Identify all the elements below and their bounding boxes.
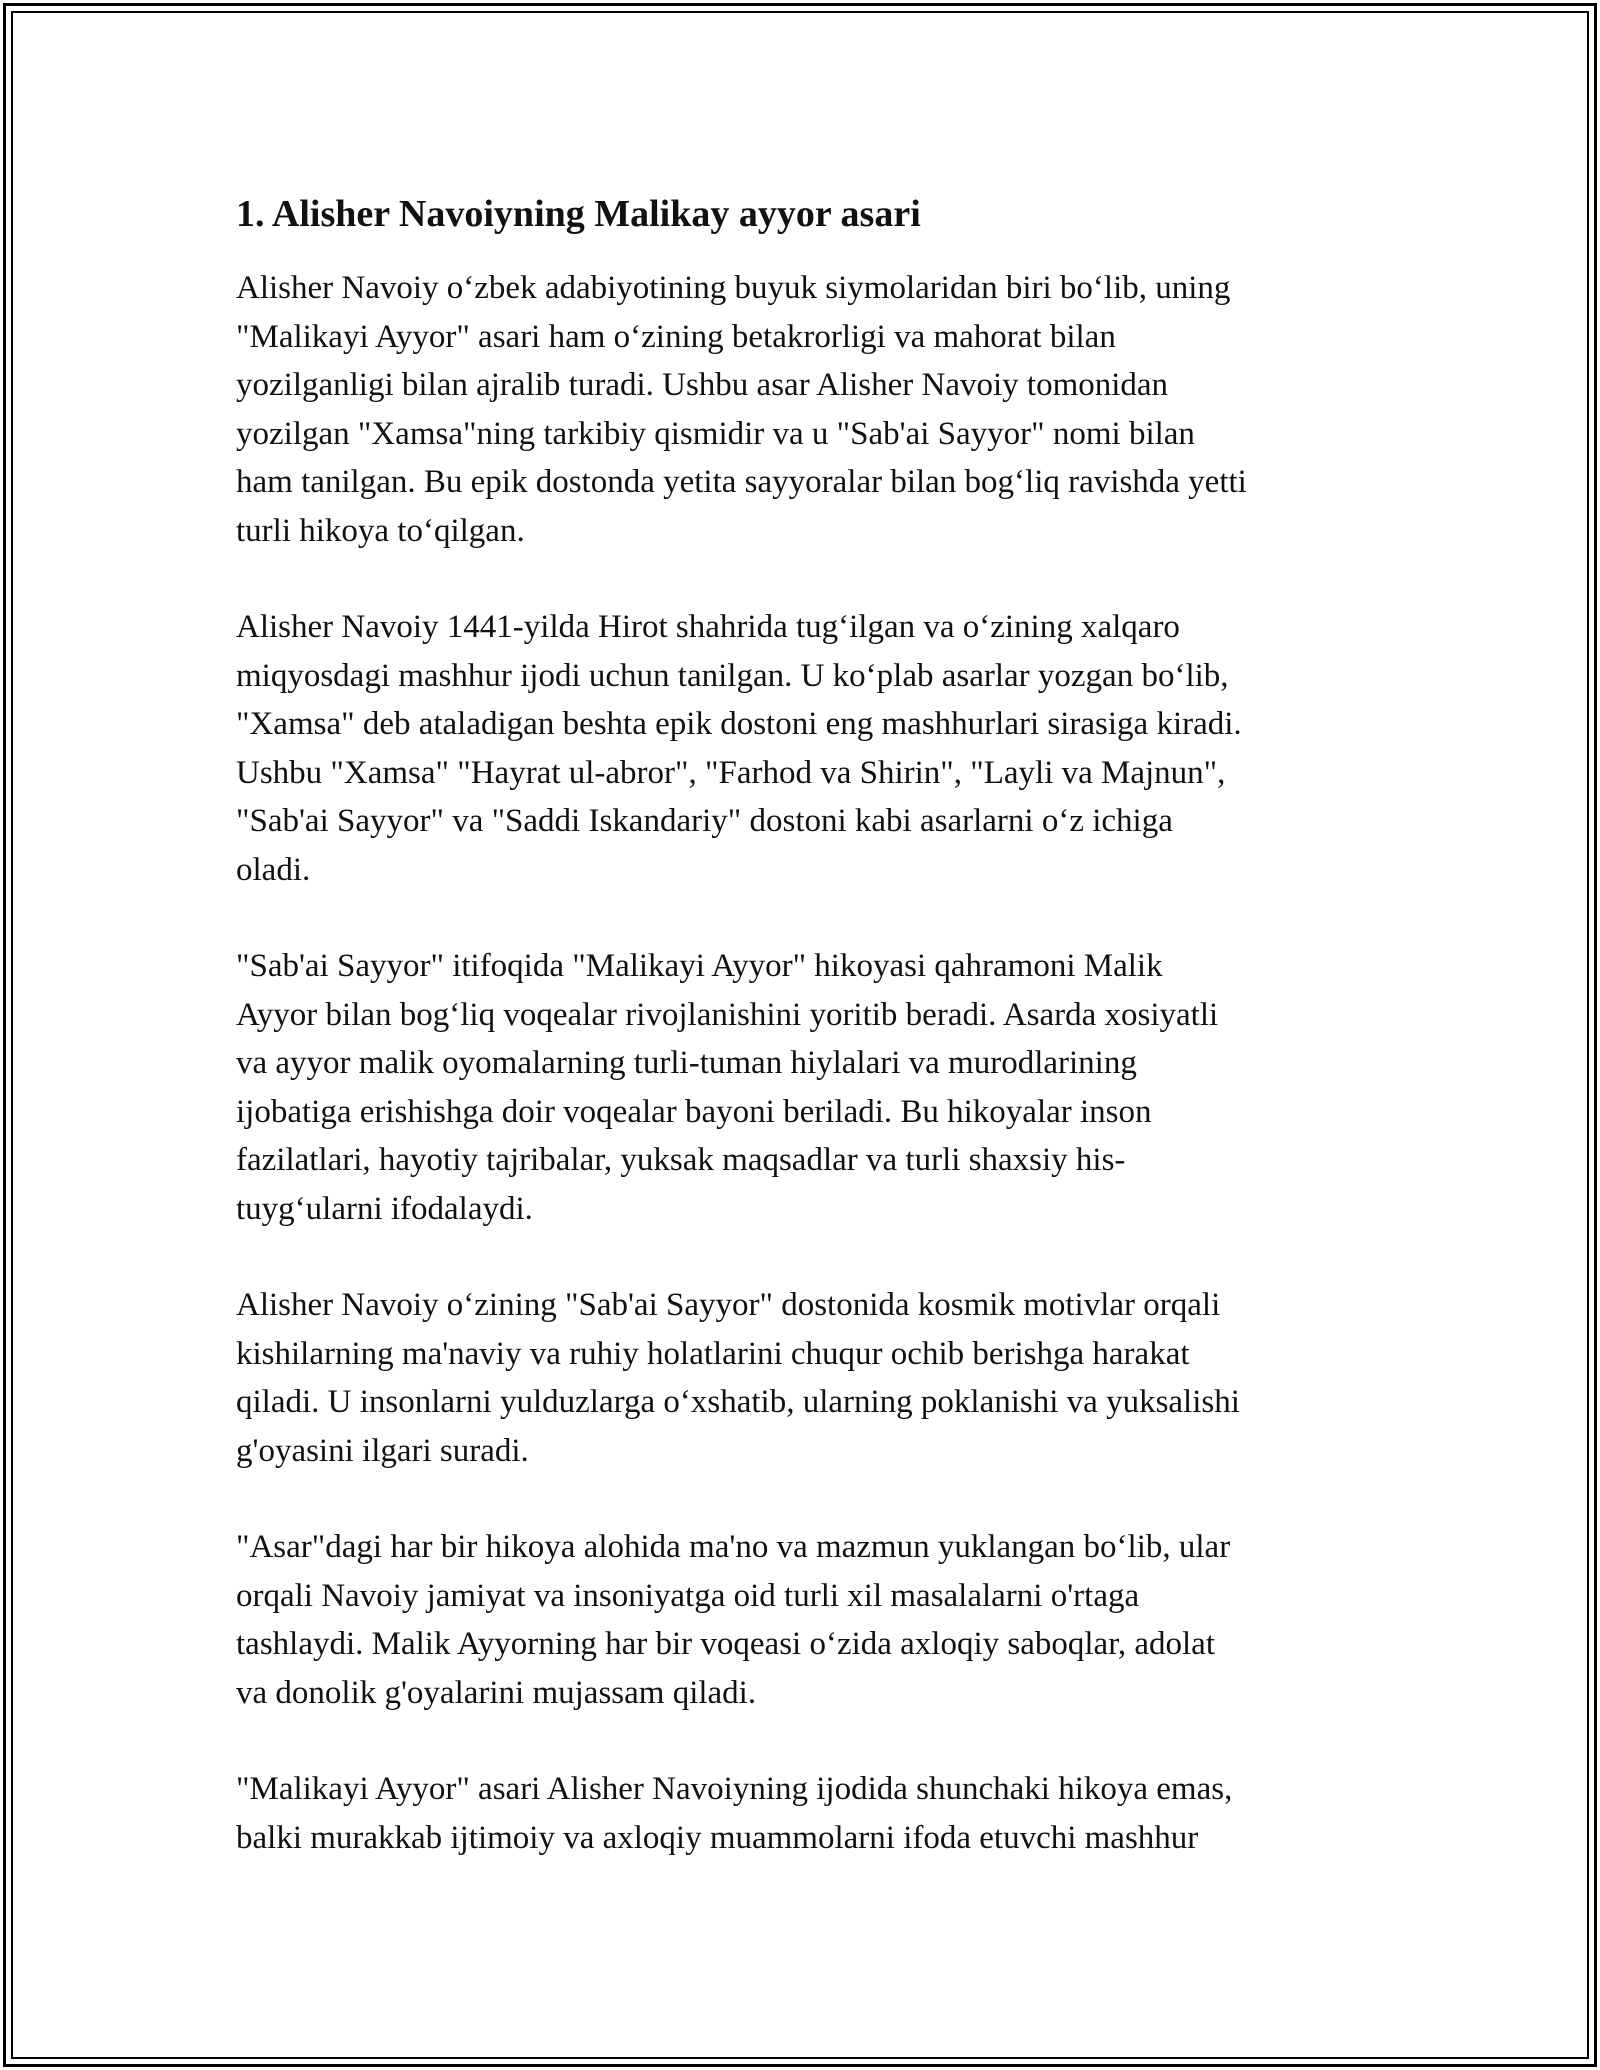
paragraph-line: Ushbu "Xamsa" "Hayrat ul-abror", "Farhod va Shirin", "Layli va Majnun",: [236, 754, 1226, 791]
paragraph-4: [236, 1281, 1376, 1475]
paragraph-line: Ayyor bilan bog‘liq voqealar rivojlanishini yoritib beradi. Asarda xosiyatli: [236, 996, 1219, 1033]
paragraph-line: "Xamsa" deb ataladigan beshta epik dostoni eng mashhurlari sirasiga kiradi.: [236, 706, 1242, 742]
paragraph-line: balki murakkab ijtimoiy va axloqiy muammolarni ifoda etuvchi mashhur: [236, 1819, 1199, 1856]
paragraph-line: Alisher Navoiy 1441-yilda Hirot shahrida tug‘ilgan va o‘zining xalqaro: [236, 609, 1180, 645]
paragraph-line: g'oyasini ilgari suradi.: [236, 1432, 529, 1469]
paragraph-line: oladi.: [236, 851, 311, 888]
paragraph-line: yozilganligi bilan ajralib turadi. Ushbu asar Alisher Navoiy tomonidan: [236, 367, 1169, 403]
paragraph-2: [236, 603, 1376, 894]
paragraph-line: va ayyor malik oyomalarning turli-tuman hiylalari va murodlarining: [236, 1045, 1137, 1081]
paragraph-line: "Malikayi Ayyor" asari ham o‘zining betakrorligi va mahorat bilan: [236, 318, 1116, 355]
paragraph-6: [236, 1765, 1376, 1862]
paragraph-line: "Asar"dagi har bir hikoya alohida ma'no va mazmun yuklangan bo‘lib, ular: [236, 1529, 1231, 1565]
paragraph-line: va donolik g'oyalarini mujassam qiladi.: [236, 1674, 757, 1711]
paragraph-5: [236, 1523, 1376, 1717]
paragraph-line: yozilgan "Xamsa"ning tarkibiy qismidir va u "Sab'ai Sayyor" nomi bilan: [236, 415, 1195, 452]
paragraph-line: tashlaydi. Malik Ayyorning har bir voqeasi o‘zida axloqiy saboqlar, adolat: [236, 1626, 1215, 1662]
paragraph-line: "Sab'ai Sayyor" va "Saddi Iskandariy" dostoni kabi asarlarni o‘z ichiga: [236, 803, 1173, 839]
document-title: 1. Alisher Navoiyning Malikay ayyor asari: [236, 193, 921, 235]
paragraph-line: miqyosdagi mashhur ijodi uchun tanilgan. U ko‘plab asarlar yozgan bo‘lib,: [236, 657, 1229, 694]
paragraph-line: ijobatiga erishishga doir voqealar bayoni beriladi. Bu hikoyalar inson: [236, 1093, 1152, 1130]
paragraph-3: [236, 942, 1376, 1233]
paragraph-line: orqali Navoiy jamiyat va insoniyatga oid turli xil masalalarni o'rtaga: [236, 1577, 1140, 1614]
document-body: [236, 186, 1376, 1910]
paragraph-line: Alisher Navoiy o‘zining "Sab'ai Sayyor" dostonida kosmik motivlar orqali: [236, 1287, 1221, 1323]
paragraph-line: turli hikoya to‘qilgan.: [236, 512, 525, 549]
paragraph-line: qiladi. U insonlarni yulduzlarga o‘xshatib, ularning poklanishi va yuksalishi: [236, 1384, 1240, 1420]
paragraph-line: Alisher Navoiy o‘zbek adabiyotining buyuk siymolaridan biri bo‘lib, uning: [236, 270, 1231, 306]
paragraph-line: fazilatlari, hayotiy tajribalar, yuksak maqsadlar va turli shaxsiy his-: [236, 1142, 1126, 1178]
paragraph-line: "Malikayi Ayyor" asari Alisher Navoiyning ijodida shunchaki hikoya emas,: [236, 1771, 1233, 1807]
paragraph-line: "Sab'ai Sayyor" itifoqida "Malikayi Ayyor" hikoyasi qahramoni Malik: [236, 948, 1163, 984]
paragraph-line: ham tanilgan. Bu epik dostonda yetita sayyoralar bilan bog‘liq ravishda yetti: [236, 464, 1247, 500]
paragraph-1: [236, 264, 1376, 555]
paragraph-line: tuyg‘ularni ifodalaydi.: [236, 1190, 533, 1227]
paragraph-line: kishilarning ma'naviy va ruhiy holatlarini chuqur ochib berishga harakat: [236, 1335, 1190, 1372]
